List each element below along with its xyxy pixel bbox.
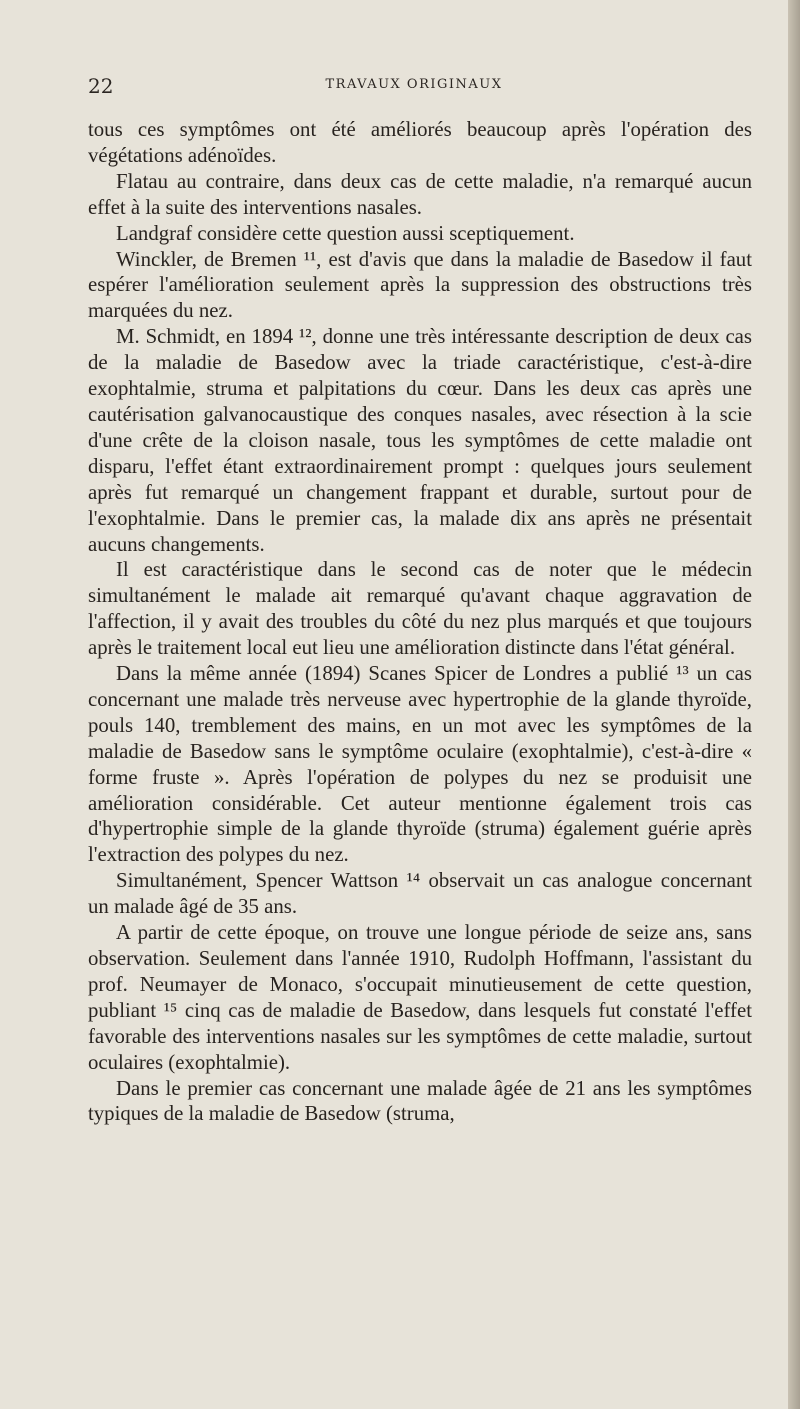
paragraph-first-case: Dans le premier cas concernant une malade âgée de 21 ans les symptômes typiques de la maladie de Basedow (struma, — [88, 1076, 752, 1126]
body-text — [88, 117, 752, 1127]
paragraph-winckler: Winckler, de Bremen ¹¹, est d'avis que dans la maladie de Basedow il faut espérer l'amélioration seulement après la suppression des obstructions très marquées du nez. — [88, 247, 752, 323]
paragraph-continuation: tous ces symptômes ont été améliorés beaucoup après l'opération des végétations adénoïdes. — [88, 118, 752, 167]
paragraph-schmidt: M. Schmidt, en 1894 ¹², donne une très intéressante description de deux cas de la maladie de Basedow avec la triade caractéristique, c'est-à-dire exophtalmie, struma et palpitations du cœur. Dans les deux cas après une cautérisation galvanocaustique des conques nasales, avec résection à la scie d'une crête de la cloison nasale, tous les symptômes de cette maladie ont disparu, l'effet étant extraordinairement prompt : quelques jours seulement après fut remarqué un changement frappant et durable, surtout pour de l'exophtalmie. Dans le premier cas, la malade dix ans après ne présentait aucuns changements. — [88, 325, 752, 556]
running-title: TRAVAUX ORIGINAUX — [325, 77, 503, 92]
paragraph-flatau: Flatau au contraire, dans deux cas de cette maladie, n'a remarqué aucun effet à la suite des interventions nasales. — [88, 169, 752, 219]
page-header — [88, 70, 740, 102]
page-number: 22 — [88, 74, 114, 98]
paragraph-scanes-spicer: Dans la même année (1894) Scanes Spicer de Londres a publié ¹³ un cas concernant une malade très nerveuse avec hypertrophie de la glande thyroïde, pouls 140, tremblement des mains, en un mot avec les symptômes de la maladie de Basedow sans le symptôme oculaire (exophtalmie), c'est-à-dire « forme fruste ». Après l'opération de polypes du nez se produisit une amélioration considérable. Cet auteur mentionne également trois cas d'hypertrophie simple de la glande thyroïde (struma) également guérie après l'extraction des polypes du nez. — [88, 662, 752, 867]
page-edge-shadow — [788, 0, 800, 1409]
paragraph-spencer-wattson: Simultanément, Spencer Wattson ¹⁴ observait un cas analogue concernant un malade âgé de 35 ans. — [88, 869, 752, 919]
paragraph-second-case: Il est caractéristique dans le second cas de noter que le médecin simultanément le malade ait remarqué qu'avant chaque aggravation de l'affection, il y avait des troubles du côté du nez plus marqués et que toujours après le traitement local eut lieu une amélioration distincte dans l'état général. — [88, 558, 752, 660]
paragraph-hoffmann: A partir de cette époque, on trouve une longue période de seize ans, sans observation. Seulement dans l'année 1910, Rudolph Hoffmann, l'assistant du prof. Neumayer de Monaco, s'occupait minutieusement de cette question, publiant ¹⁵ cinq cas de maladie de Basedow, dans lesquels fut constaté l'effet favorable des interventions nasales sur les symptômes de cette maladie, surtout oculaires (exophtalmie). — [88, 921, 752, 1074]
paragraph-landgraf: Landgraf considère cette question aussi sceptiquement. — [116, 221, 575, 245]
